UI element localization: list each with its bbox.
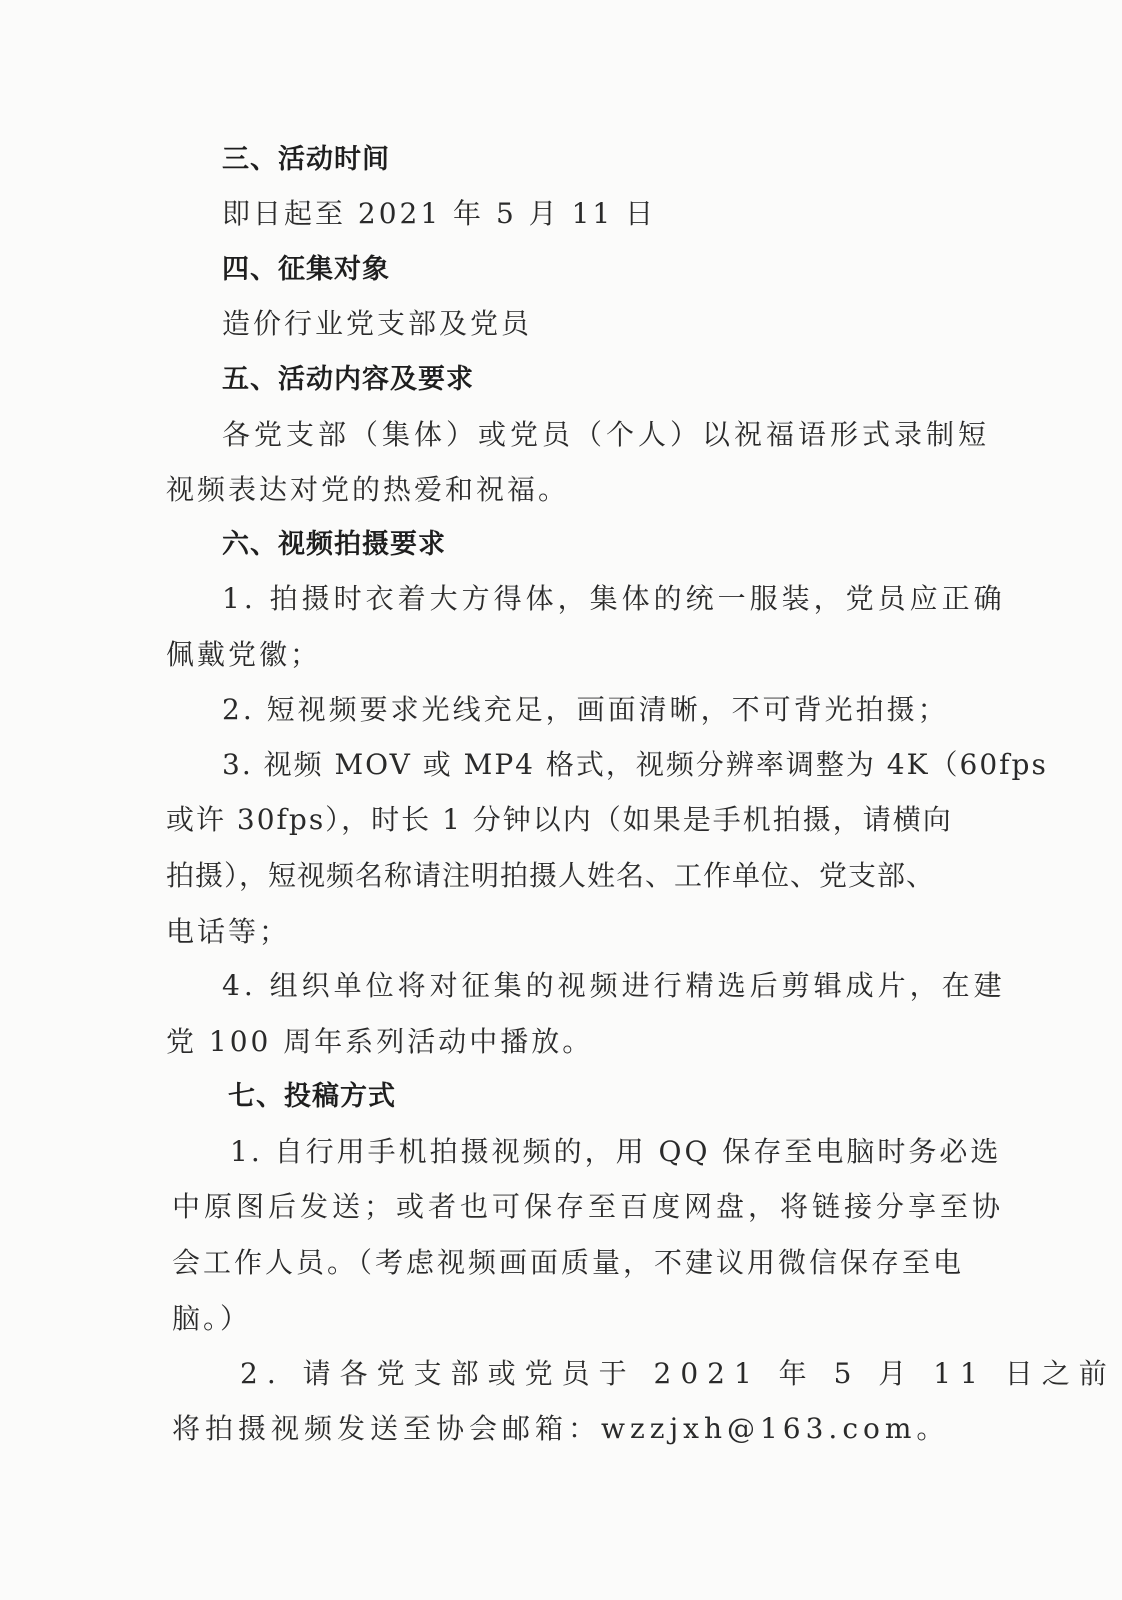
- paragraph-line: 视频表达对党的热爱和祝福。: [166, 473, 570, 506]
- paragraph-line: 1. 自行用手机拍摄视频的，用 QQ 保存至电脑时务必选: [230, 1135, 1002, 1168]
- paragraph-line: 拍摄），短视频名称请注明拍摄人姓名、工作单位、党支部、: [166, 859, 936, 892]
- paragraph-line: 2. 请各党支部或党员于 2021 年 5 月 11 日之前: [240, 1357, 1116, 1390]
- paragraph-line: 佩戴党徽；: [166, 638, 322, 671]
- section-heading: 七、投稿方式: [228, 1081, 396, 1112]
- section-heading: 四、征集对象: [222, 254, 390, 285]
- section-heading: 三、活动时间: [222, 144, 390, 175]
- paragraph-line: 会工作人员。（考虑视频画面质量，不建议用微信保存至电: [172, 1246, 965, 1279]
- paragraph-line: 2. 短视频要求光线充足，画面清晰，不可背光拍摄；: [222, 693, 949, 726]
- paragraph-line: 各党支部（集体）或党员（个人）以祝福语形式录制短: [222, 418, 991, 451]
- paragraph-line: 4. 组织单位将对征集的视频进行精选后剪辑成片，在建: [222, 969, 1006, 1002]
- section-heading: 五、活动内容及要求: [222, 364, 474, 395]
- paragraph-line: 中原图后发送；或者也可保存至百度网盘，将链接分享至协: [172, 1190, 1005, 1223]
- section-heading: 六、视频拍摄要求: [222, 529, 446, 560]
- paragraph-line: 即日起至 2021 年 5 月 11 日: [222, 197, 657, 230]
- paragraph-line: 电话等；: [166, 915, 291, 948]
- paragraph-line: 党 100 周年系列活动中播放。: [166, 1025, 594, 1058]
- paragraph-line: 将拍摄视频发送至协会邮箱：wzzjxh@163.com。: [172, 1412, 950, 1445]
- paragraph-line: 3. 视频 MOV 或 MP4 格式，视频分辨率调整为 4K（60fps: [222, 748, 1048, 781]
- paragraph-line: 造价行业党支部及党员: [222, 307, 533, 340]
- paragraph-line: 1. 拍摄时衣着大方得体，集体的统一服装，党员应正确: [222, 582, 1006, 615]
- paragraph-line: 或许 30fps），时长 1 分钟以内（如果是手机拍摄，请横向: [166, 803, 953, 836]
- paragraph-line: 脑。）: [172, 1302, 252, 1335]
